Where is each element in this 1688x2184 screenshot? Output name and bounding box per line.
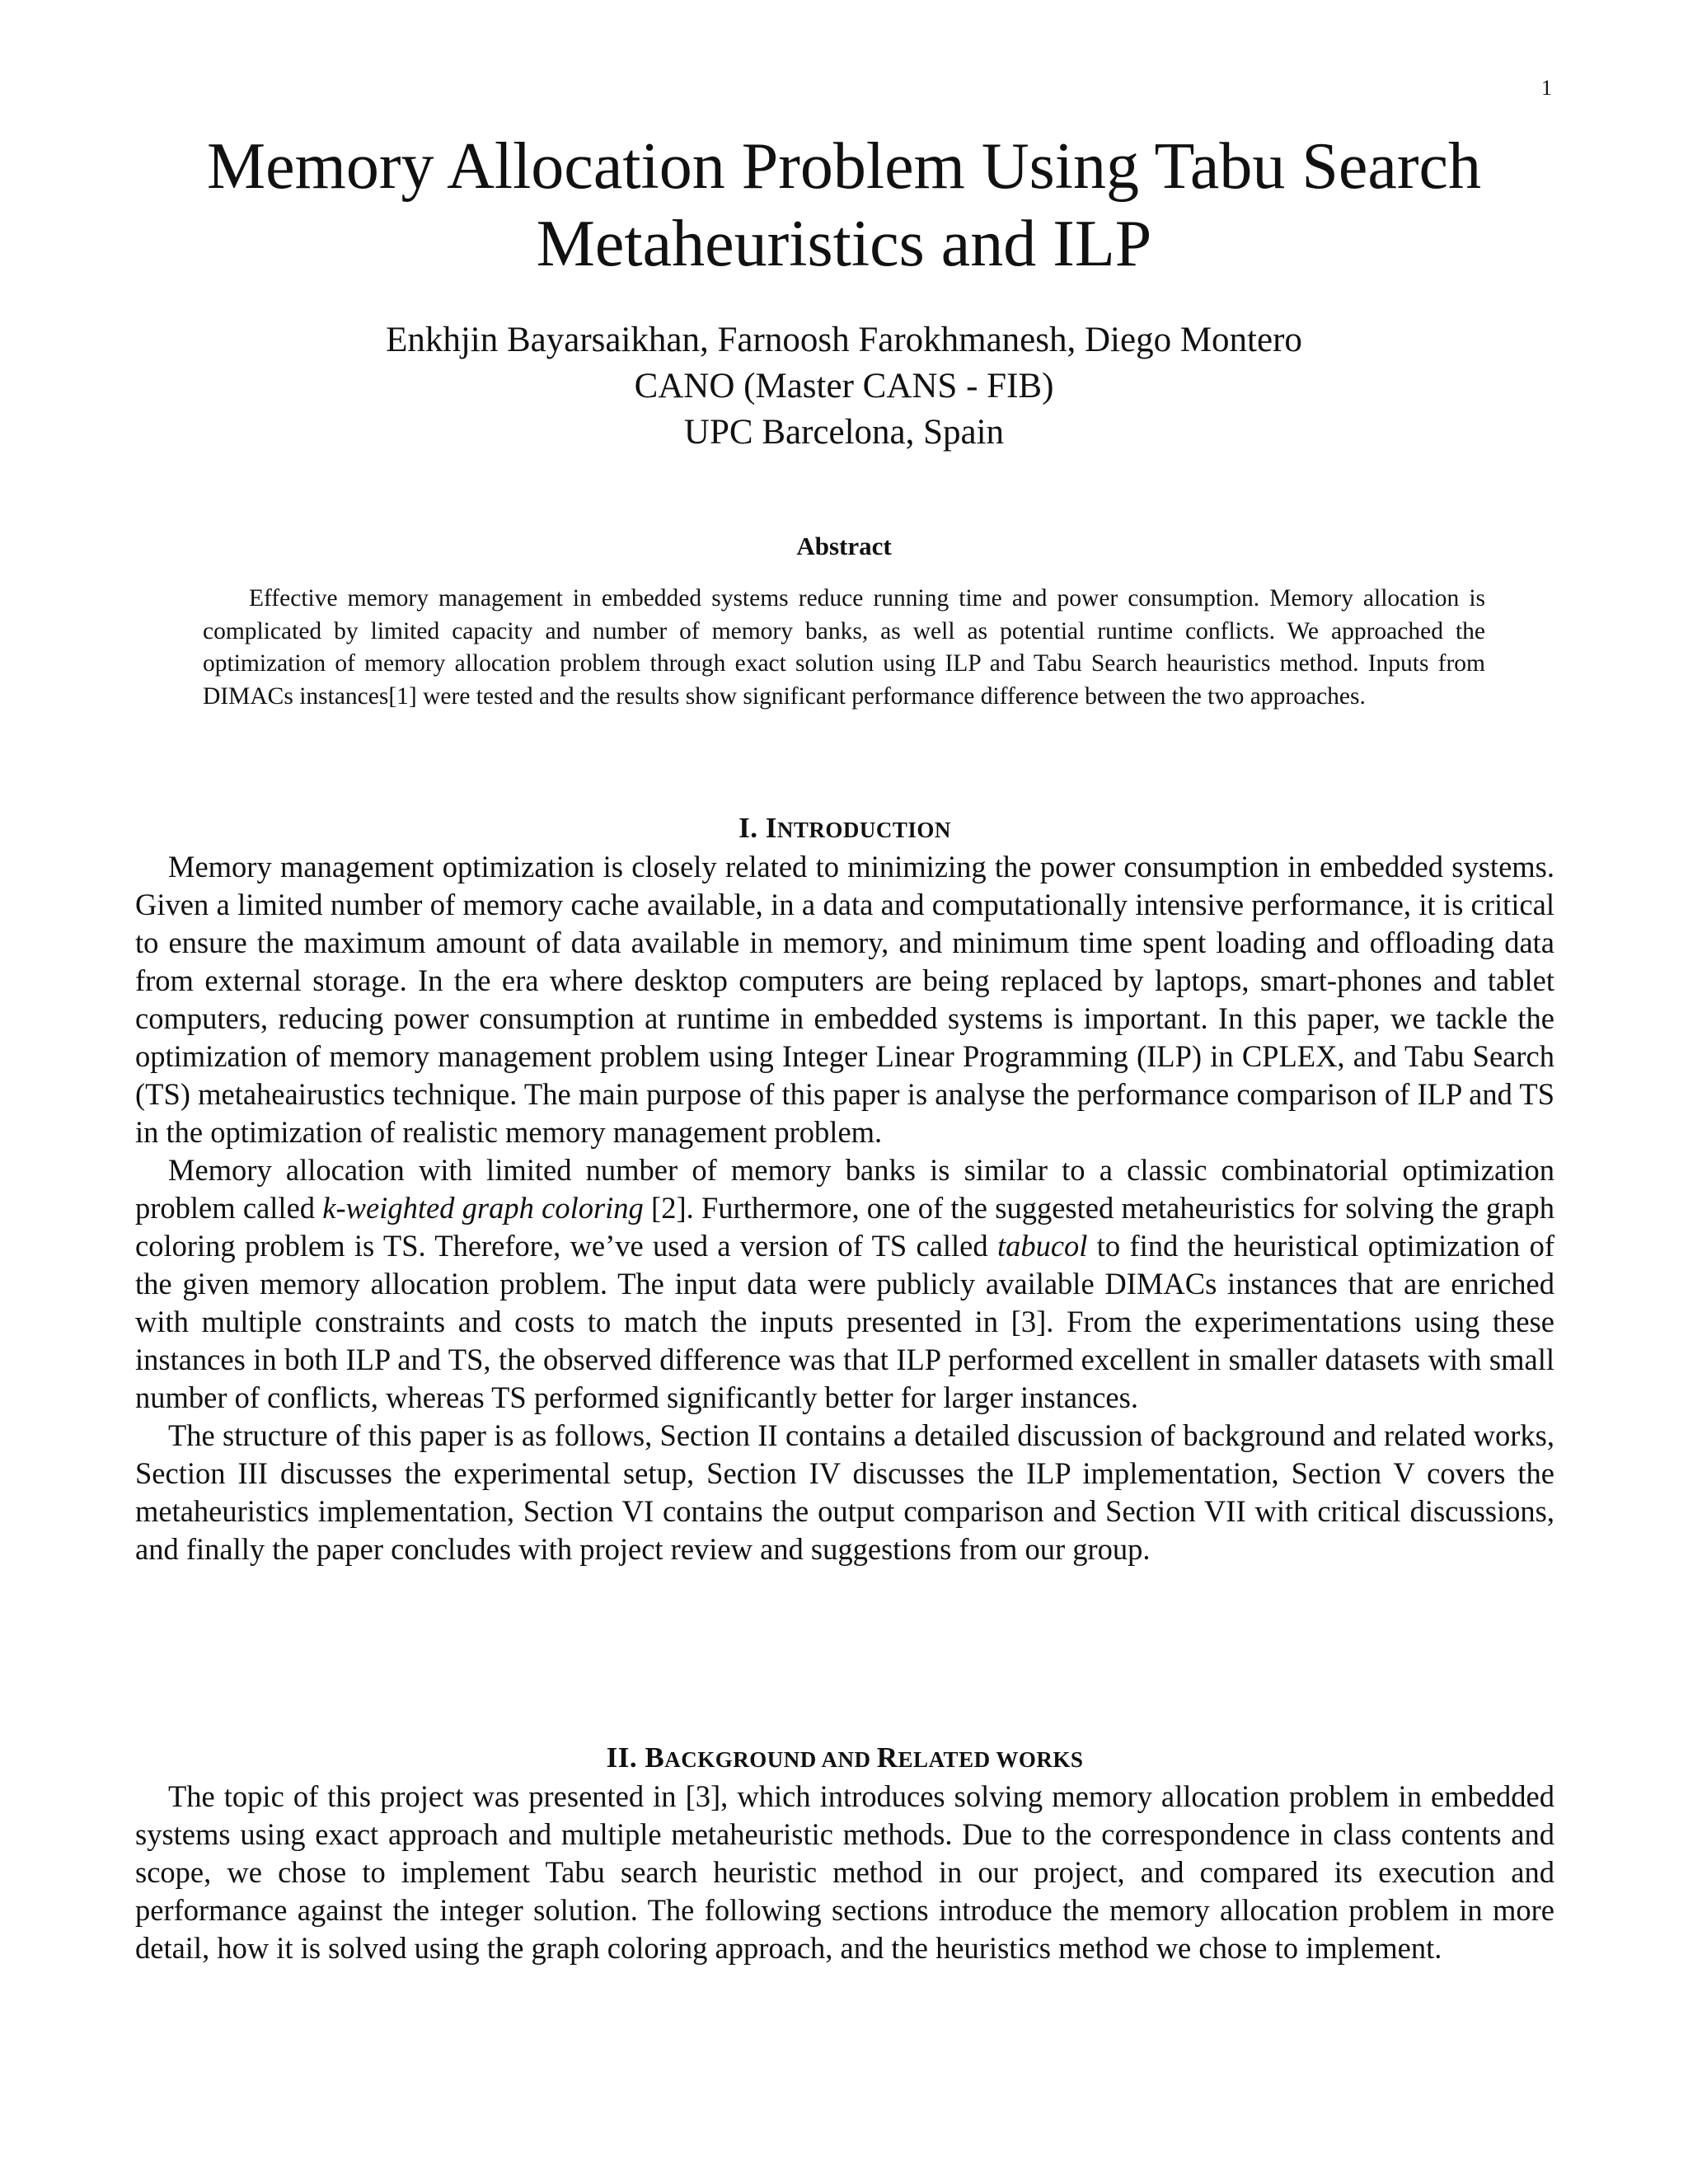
section-numeral: I. <box>738 812 766 844</box>
author-location: UPC Barcelona, Spain <box>683 413 1005 452</box>
section-numeral: II. <box>606 1741 645 1774</box>
title-block <box>132 128 1556 456</box>
intro-paragraph-3: The structure of this paper is as follows, Section II contains a detailed discussion of background and related works, Section III discusses the experimental setup, Section IV discusses the ILP implementation, Section V covers the metaheuristics implementation, Section VI contains the output comparison and Section VII with critical discussions, and finally the paper concludes with project review and suggestions from our group. <box>135 1418 1554 1566</box>
section-heading-cap-2: R <box>876 1741 898 1774</box>
section-heading-rest-2: ELATED WORKS <box>898 1747 1084 1772</box>
section-heading-rest: NTRODUCTION <box>776 818 951 842</box>
abstract <box>203 532 1485 713</box>
intro-paragraph-1: Memory management optimization is closely related to minimizing the power consumption in embedded systems. Given a limited number of memory cache available, in a data and computationally intensive performance, it is critical to ensure the maximum amount of data available in memory, and minimum time spent loading and offloading data from external storage. In the era where desktop computers are being replaced by laptops, smart-phones and tablet computers, reducing power consumption at runtime in embedded systems is important. In this paper, we tackle the optimization of memory management problem using Integer Linear Programming (ILP) in CPLEX, and Tabu Search (TS) metaheairustics technique. The main purpose of this paper is analyse the performance comparison of ILP and TS in the optimization of realistic memory management problem. <box>135 850 1554 1149</box>
section-heading-introduction <box>135 812 1554 845</box>
section-background <box>135 1741 1554 1967</box>
section-introduction <box>135 812 1554 1568</box>
author-block <box>132 317 1556 456</box>
section-heading-background <box>135 1741 1554 1774</box>
intro-p2-part-c: [2]. Furthermore, one of the suggested metaheuristics for solving the graph coloring problem is TS. Therefore, we’ve used a version of TS called <box>135 1191 1555 1263</box>
author-affiliation: CANO (Master CANS - FIB) <box>634 367 1054 405</box>
intro-p2-part-a: Memory allocation with limited number of memory banks is similar to a classic combinatorial optimization problem called <box>135 1153 1554 1225</box>
section-heading-cap: I <box>765 812 777 844</box>
abstract-heading: Abstract <box>796 532 892 560</box>
abstract-text: Effective memory management in embedded systems reduce running time and power consumption. Memory allocation is complicated by limited capacity and number of memory banks, as well as potential runtime conflicts. We approached the optimization of memory allocation problem through exact solution using ILP and Tabu Search heauristics method. Inputs from DIMACs instances[1] were tested and the results show significant performance difference between the two approaches. <box>203 585 1485 710</box>
title-line-2: Metaheuristics and ILP <box>536 208 1152 280</box>
paper-title <box>132 128 1556 283</box>
intro-p2-term-k-weighted: k-weighted graph coloring <box>322 1191 644 1225</box>
title-line-1: Memory Allocation Problem Using Tabu Search <box>206 130 1481 203</box>
intro-paragraph-2 <box>135 1151 1554 1417</box>
intro-p2-term-tabucol: tabucol <box>996 1229 1088 1263</box>
intro-p2-part-e: to find the heuristical optimization of the given memory allocation problem. The input data were publicly available DIMACs instances that are enriched with multiple constraints and costs to match the inputs presented in [3]. From the experimentations using these instances in both ILP and TS, the observed difference was that ILP performed excellent in smaller datasets with small number of conflicts, whereas TS performed significantly better for larger instances. <box>135 1229 1555 1414</box>
background-paragraph-1: The topic of this project was presented in [3], which introduces solving memory allocation problem in embedded systems using exact approach and multiple metaheuristic methods. Due to the correspondence in class contents and scope, we chose to implement Tabu search heuristic method in our project, and compared its execution and performance against the integer solution. The following sections introduce the memory allocation problem in more detail, how it is solved using the graph coloring approach, and the heuristics method we chose to implement. <box>135 1779 1554 1965</box>
section-heading-rest-1: ACKGROUND AND <box>664 1747 877 1772</box>
page-number: 1 <box>1541 76 1552 100</box>
author-names: Enkhjin Bayarsaikhan, Farnoosh Farokhmanesh, Diego Montero <box>386 321 1302 359</box>
section-heading-cap-1: B <box>645 1741 665 1774</box>
